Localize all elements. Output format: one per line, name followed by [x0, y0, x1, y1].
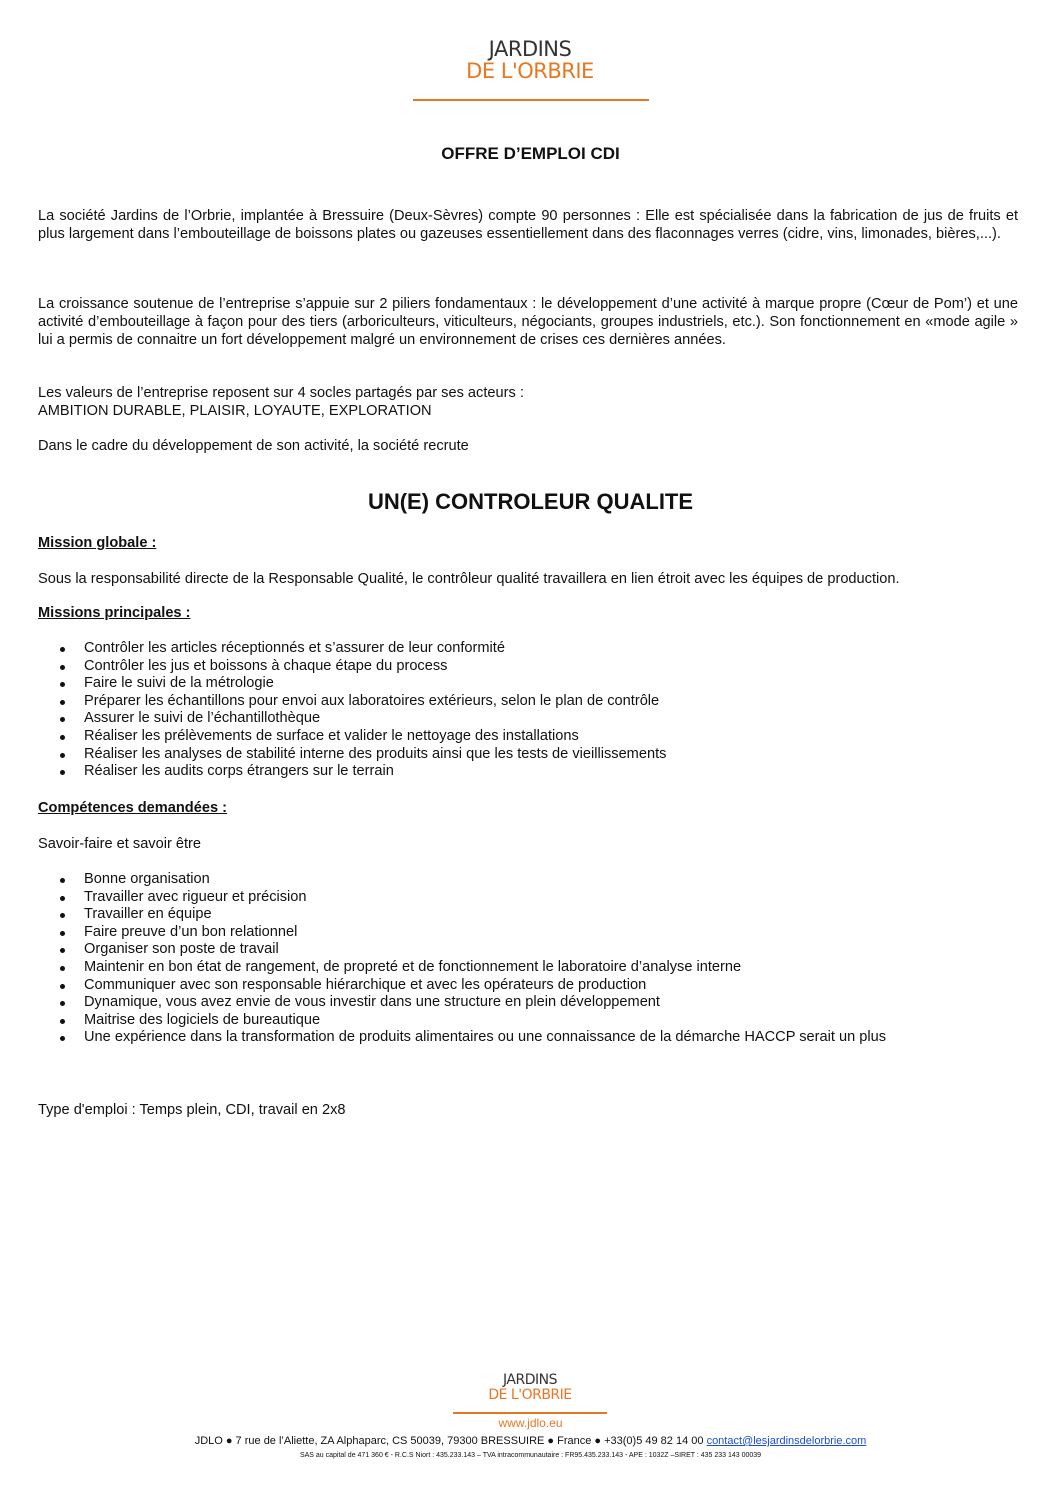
header-divider: [413, 99, 649, 101]
recruit-sentence: Dans le cadre du développement de son activité, la société recrute: [38, 438, 469, 454]
bullet-icon: [60, 700, 65, 705]
main-missions-heading: Missions principales :: [38, 605, 191, 621]
list-item: [55, 959, 886, 977]
footer-logo: [470, 1373, 590, 1403]
mission-text: Sous la responsabilité directe de la Responsable Qualité, le contrôleur qualité travaillera en lien étroit avec les équipes de production.: [38, 571, 900, 587]
list-item-text: Contrôler les jus et boissons à chaque étape du process: [84, 657, 448, 674]
list-item-text: Contrôler les articles réceptionnés et s’assurer de leur conformité: [84, 640, 505, 656]
footer-logo-line-1: JARDINS: [503, 1372, 557, 1388]
logo-line-1: JARDINS: [488, 37, 572, 61]
footer-address: JDLO ● 7 rue de l’Aliette, ZA Alphaparc, CS 50039, 79300 BRESSUIRE ● France ● +33(0)5 49 82 14 00: [194, 1435, 704, 1447]
list-item-text: Une expérience dans la transformation de produits alimentaires ou une connaissance de la démarche HACCP serait un plus: [84, 1029, 887, 1046]
list-item: [55, 640, 666, 658]
list-item: [55, 710, 666, 728]
list-item: [55, 658, 666, 676]
list-item: [55, 906, 886, 924]
bullet-icon: [60, 948, 65, 953]
list-item-text: Réaliser les prélèvements de surface et valider le nettoyage des installations: [84, 727, 579, 744]
skills-intro: Savoir-faire et savoir être: [38, 836, 202, 852]
bullet-icon: [60, 878, 65, 883]
list-item-text: Dynamique, vous avez envie de vous investir dans une structure en plein développement: [84, 994, 660, 1011]
footer-legal: SAS au capital de 471 360 € - R.C.S Niort : 435.233.143 – TVA intracommunautaire : FR95.435.233.143 - APE : 1032Z –SIRET : 435 233 143 00039: [299, 1452, 762, 1459]
job-title: UN(E) CONTROLEUR QUALITE: [367, 489, 694, 514]
list-item-text: Assurer le suivi de l’échantillothèque: [84, 710, 321, 727]
bullet-icon: [60, 717, 65, 722]
bullet-icon: [60, 966, 65, 971]
footer-logo-line-2: DE L'ORBRIE: [488, 1387, 572, 1403]
bullet-icon: [60, 735, 65, 740]
list-item-text: Organiser son poste de travail: [84, 941, 279, 958]
list-item: [55, 889, 886, 907]
footer-website[interactable]: www.jdlo.eu: [498, 1416, 563, 1430]
list-item-text: Préparer les échantillons pour envoi aux laboratoires extérieurs, selon le plan de contrôle: [84, 692, 660, 709]
footer-divider: [453, 1412, 607, 1414]
document-title: OFFRE D’EMPLOI CDI: [441, 144, 620, 163]
list-item-text: Réaliser les audits corps étrangers sur le terrain: [84, 763, 394, 780]
skills-list: [55, 871, 886, 1047]
list-item: [55, 746, 666, 764]
bullet-icon: [60, 770, 65, 775]
list-item: [55, 994, 886, 1012]
values-intro: Les valeurs de l’entreprise reposent sur 4 socles partagés par ses acteurs :: [38, 385, 524, 401]
list-item: [55, 941, 886, 959]
list-item: [55, 693, 666, 711]
list-item-text: Maitrise des logiciels de bureautique: [84, 1011, 321, 1028]
bullet-icon: [60, 913, 65, 918]
skills-heading: Compétences demandées :: [38, 800, 227, 816]
list-item-text: Réaliser les analyses de stabilité interne des produits ainsi que les tests de vieillissements: [84, 745, 667, 762]
bullet-icon: [60, 1001, 65, 1006]
list-item: [55, 763, 666, 781]
values-block: [38, 384, 1018, 420]
bullet-icon: [60, 896, 65, 901]
list-item: [55, 1029, 886, 1047]
bullet-icon: [60, 984, 65, 989]
logo-line-2: DE L'ORBRIE: [466, 59, 594, 83]
list-item-text: Travailler en équipe: [84, 906, 212, 923]
list-item-text: Faire le suivi de la métrologie: [84, 675, 274, 692]
list-item: [55, 977, 886, 995]
footer-email-link[interactable]: contact@lesjardinsdelorbrie.com: [706, 1435, 867, 1447]
bullet-icon: [60, 931, 65, 936]
bullet-icon: [60, 665, 65, 670]
list-item: [55, 871, 886, 889]
employment-type: Type d'emploi : Temps plein, CDI, travail en 2x8: [38, 1102, 346, 1118]
footer-address-line: [0, 1435, 1061, 1447]
list-item: [55, 1012, 886, 1030]
list-item-text: Travailler avec rigueur et précision: [84, 888, 307, 905]
list-item-text: Bonne organisation: [84, 871, 210, 887]
mission-heading: Mission globale :: [38, 535, 157, 551]
values-list: AMBITION DURABLE, PLAISIR, LOYAUTE, EXPLORATION: [38, 403, 432, 419]
list-item-text: Maintenir en bon état de rangement, de propreté et de fonctionnement le laboratoire d’analyse interne: [84, 958, 742, 975]
company-logo: [410, 38, 650, 82]
list-item-text: Faire preuve d’un bon relationnel: [84, 923, 298, 940]
bullet-icon: [60, 753, 65, 758]
intro-paragraph: La société Jardins de l’Orbrie, implantée à Bressuire (Deux-Sèvres) compte 90 personnes : Elle est spécialisée dans la fabrication de jus de fruits et plus largement dans l’embouteillage de boissons plates ou gazeuses essentiellement dans des flaconnages verres (cidre, vins, limonades, bières,...).: [38, 208, 1018, 242]
growth-paragraph: La croissance soutenue de l’entreprise s’appuie sur 2 piliers fondamentaux : le développement d’une activité à marque propre (Cœur de Pom’) et une activité d’embouteillage à façon pour des tiers (arboriculteurs, viticulteurs, négociants, groupes industriels, etc.). Son fonctionnement en «mode agile » lui a permis de connaitre un fort développement malgré un environnement de crises ces dernières années.: [38, 296, 1018, 348]
bullet-icon: [60, 1036, 65, 1041]
main-missions-list: [55, 640, 666, 781]
list-item: [55, 728, 666, 746]
bullet-icon: [60, 1019, 65, 1024]
list-item: [55, 924, 886, 942]
bullet-icon: [60, 682, 65, 687]
bullet-icon: [60, 647, 65, 652]
list-item: [55, 675, 666, 693]
list-item-text: Communiquer avec son responsable hiérarchique et avec les opérateurs de production: [84, 976, 647, 993]
